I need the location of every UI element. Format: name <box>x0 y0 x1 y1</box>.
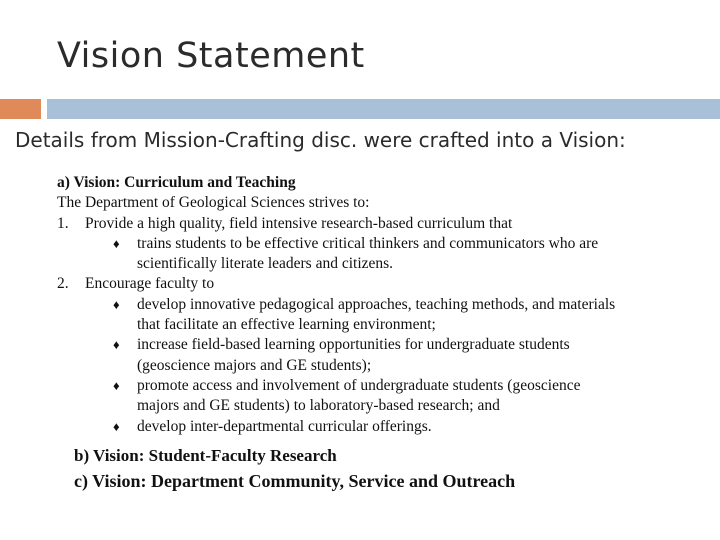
slide-subtitle: Details from Mission-Crafting disc. were crafted into a Vision: <box>15 128 626 152</box>
item-number: 2. <box>57 275 69 293</box>
bullet-item <box>57 295 697 315</box>
diamond-bullet-icon: ♦ <box>113 377 120 393</box>
section-heading-c: c) Vision: Department Community, Service and Outreach <box>74 471 516 491</box>
bullet-continuation: majors and GE students) to laboratory-based research; and <box>137 397 500 415</box>
bullet-continuation: scientifically literate leaders and citizens. <box>137 255 394 273</box>
item-text: Provide a high quality, field intensive research-based curriculum that <box>85 214 513 232</box>
bullet-item <box>57 234 697 254</box>
accent-bar-blue <box>47 99 720 119</box>
bullet-continuation: that facilitate an effective learning environment; <box>137 316 436 334</box>
bullet-item <box>57 376 697 396</box>
bullet-text: trains students to be effective critical thinkers and communicators who are <box>137 234 599 252</box>
section-heading-b: b) Vision: Student-Faculty Research <box>74 446 337 465</box>
accent-bar-orange <box>0 99 41 119</box>
section-heading-a: a) Vision: Curriculum and Teaching <box>57 174 296 191</box>
slide-title: Vision Statement <box>57 36 365 76</box>
bullet-text: develop innovative pedagogical approaches, teaching methods, and materials <box>137 295 616 313</box>
item-text: Encourage faculty to <box>85 275 215 293</box>
bullet-text: develop inter-departmental curricular offerings. <box>137 417 432 435</box>
bullet-text: promote access and involvement of undergraduate students (geoscience <box>137 376 581 394</box>
numbered-item-2 <box>57 274 697 294</box>
bullet-item <box>57 335 697 355</box>
diamond-bullet-icon: ♦ <box>113 337 120 353</box>
bullet-text: increase field-based learning opportunities for undergraduate students <box>137 336 570 354</box>
bullet-item <box>57 417 697 437</box>
item-number: 1. <box>57 214 69 232</box>
intro-line: The Department of Geological Sciences strives to: <box>57 194 370 212</box>
diamond-bullet-icon: ♦ <box>113 296 120 312</box>
bullet-continuation: (geoscience majors and GE students); <box>137 356 372 374</box>
diamond-bullet-icon: ♦ <box>113 235 120 251</box>
document-excerpt <box>57 173 697 437</box>
diamond-bullet-icon: ♦ <box>113 418 120 434</box>
numbered-item-1 <box>57 214 697 234</box>
